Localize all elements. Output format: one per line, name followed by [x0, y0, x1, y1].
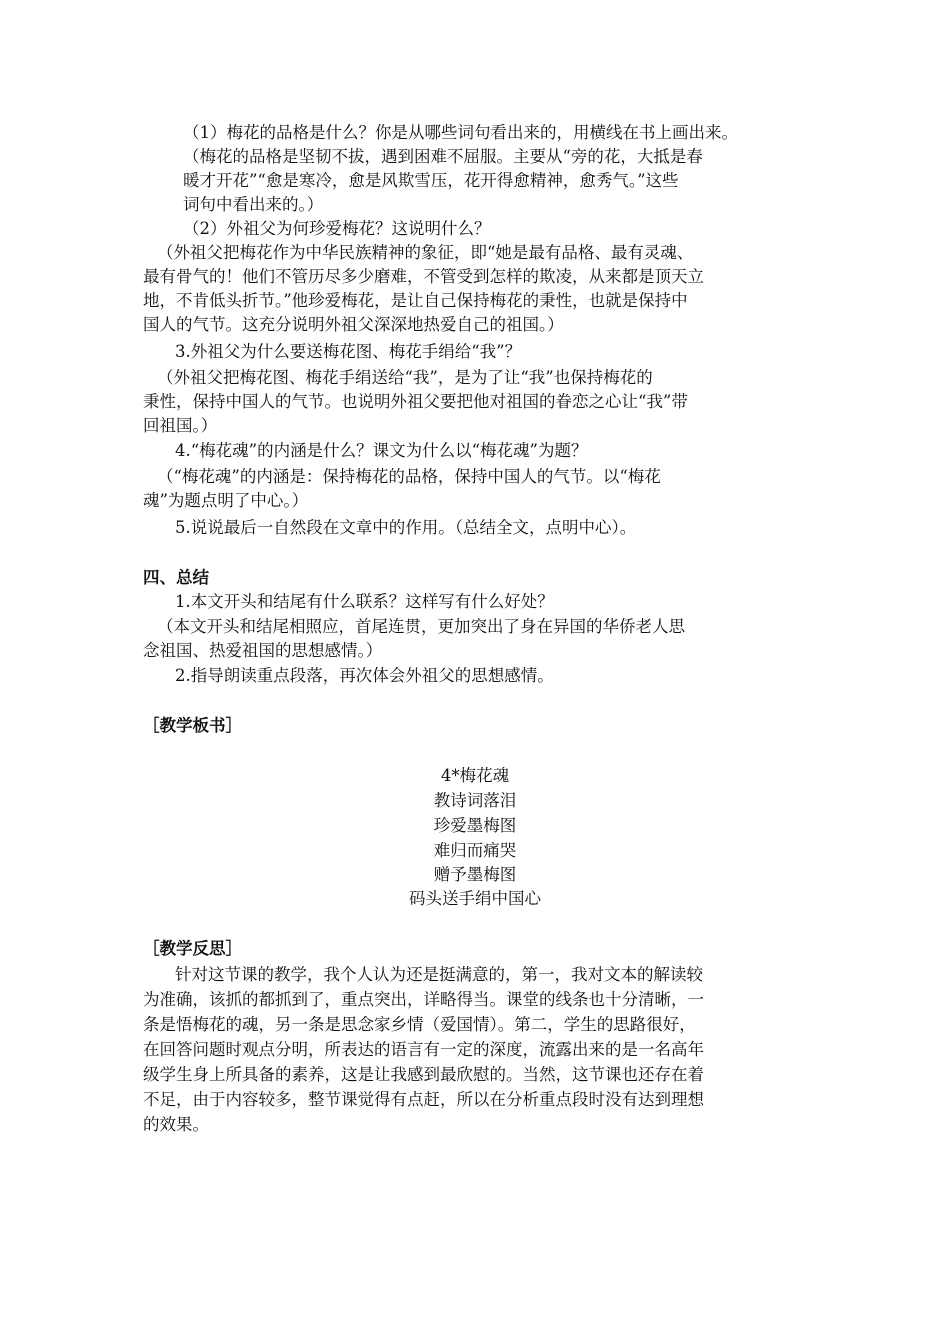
answer-1-line: 词句中看出来的。）: [183, 195, 324, 214]
reflection-line: 在回答问题时观点分明，所表达的语言有一定的深度，流露出来的是一名高年: [143, 1040, 704, 1059]
answer-4-line: 魂”为题点明了中心。）: [143, 491, 309, 510]
summary-question-2: 2.指导朗读重点段落，再次体会外祖父的思想感情。: [175, 666, 554, 685]
answer-2-line: 地，不肯低头折节。”他珍爱梅花，是让自己保持梅花的秉性，也就是保持中: [143, 291, 688, 310]
answer-4-line: （“梅花魂”的内涵是：保持梅花的品格，保持中国人的气节。以“梅花: [157, 467, 661, 486]
answer-2-line: 国人的气节。这充分说明外祖父深深地热爱自己的祖国。）: [143, 315, 564, 334]
reflection-heading: ［教学反思］: [143, 939, 242, 958]
reflection-line: 条是悟梅花的魂，另一条是思念家乡情（爱国情）。第二，学生的思路很好，: [143, 1015, 696, 1034]
board-line: 教诗词落泪: [433, 791, 517, 810]
answer-2-line: （外祖父把梅花作为中华民族精神的象征，即“她是最有品格、最有灵魂、: [157, 243, 694, 262]
board-line: 珍爱墨梅图: [433, 816, 517, 835]
answer-1-line: （梅花的品格是坚韧不拔，遇到困难不屈服。主要从“旁的花，大抵是春: [183, 147, 703, 166]
question-3: 3.外祖父为什么要送梅花图、梅花手绢给“我”？: [175, 342, 522, 361]
reflection-line: 级学生身上所具备的素养，这是让我感到最欣慰的。当然，这节课也还存在着: [143, 1065, 704, 1084]
summary-answer-line: （本文开头和结尾相照应，首尾连贯，更加突出了身在异国的华侨老人思: [157, 617, 685, 636]
board-line: 难归而痛哭: [433, 841, 517, 860]
answer-1-line: 暖才开花”“愈是寒冷，愈是风欺雪压，花开得愈精神，愈秀气。”这些: [183, 171, 679, 190]
question-1: （1）梅花的品格是什么？你是从哪些词句看出来的，用横线在书上画出来。: [183, 123, 738, 142]
answer-3-line: 回祖国。）: [143, 416, 218, 435]
question-5: 5.说说最后一自然段在文章中的作用。（总结全文，点明中心）。: [175, 518, 637, 537]
answer-2-line: 最有骨气的！他们不管历尽多少磨难，不管受到怎样的欺凌，从来都是顶天立: [143, 267, 704, 286]
board-line: 赠予墨梅图: [433, 865, 517, 884]
answer-3-line: 秉性，保持中国人的气节。也说明外祖父要把他对祖国的眷恋之心让“我”带: [143, 392, 688, 411]
reflection-line: 的效果。: [143, 1115, 209, 1134]
board-heading: ［教学板书］: [143, 716, 242, 735]
board-line: 4*梅花魂: [440, 766, 510, 785]
reflection-line: 为准确，该抓的都抓到了，重点突出，详略得当。课堂的线条也十分清晰，一: [143, 990, 704, 1009]
summary-answer-line: 念祖国、热爱祖国的思想感情。）: [143, 641, 383, 660]
question-2: （2）外祖父为何珍爱梅花？这说明什么？: [183, 219, 491, 238]
question-4: 4.“梅花魂”的内涵是什么？课文为什么以“梅花魂”为题？: [175, 441, 588, 460]
section-heading-summary: 四、总结: [143, 568, 209, 587]
reflection-line: 针对这节课的教学，我个人认为还是挺满意的，第一，我对文本的解读较: [175, 965, 703, 984]
reflection-line: 不足，由于内容较多，整节课觉得有点赶，所以在分析重点段时没有达到理想: [143, 1090, 704, 1109]
summary-question-1: 1.本文开头和结尾有什么联系？这样写有什么好处？: [175, 592, 554, 611]
answer-3-line: （外祖父把梅花图、梅花手绢送给“我”，是为了让“我”也保持梅花的: [157, 368, 653, 387]
board-line: 码头送手绢中国心: [409, 889, 541, 908]
